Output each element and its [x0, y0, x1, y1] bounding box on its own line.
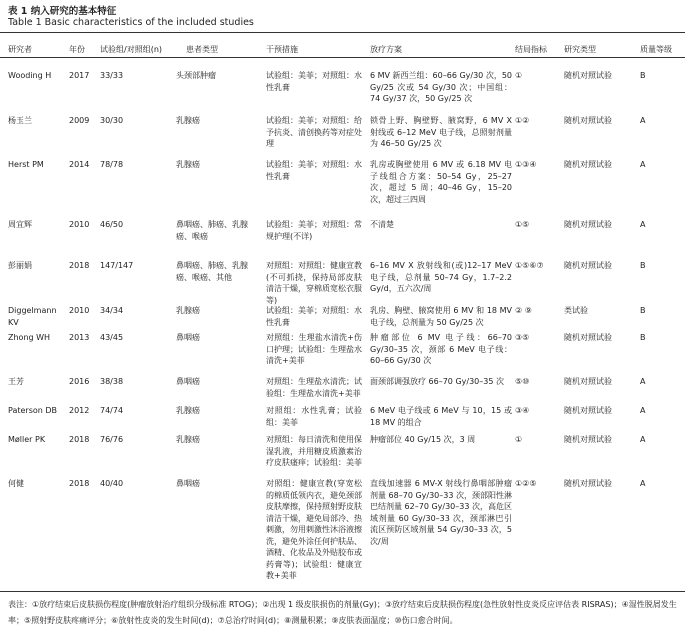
cell-type: 随机对照试验	[564, 406, 612, 415]
cell-grade: A	[640, 406, 646, 415]
header-n: 试验组/对照组(n)	[100, 45, 163, 54]
cell-author: 王芳	[8, 377, 24, 386]
header-outcome: 结局指标	[515, 45, 547, 54]
cell-patient: 鼻咽癌	[176, 333, 200, 342]
cell-intervention: 对照组：每日清洗和使用保湿乳液，并用糖皮质激素治疗皮肤瘙痒；试验组：美菲	[266, 435, 362, 467]
cell-grade: B	[640, 71, 646, 80]
bottom-rule	[0, 591, 685, 592]
cell-type: 随机对照试验	[564, 220, 612, 229]
cell-grade: A	[640, 160, 646, 169]
cell-regimen: 肿瘤部位 6 MV 电子线：66–70 Gy/30–35 次，颈部 6 MeV 电子线：60–66 Gy/30 次	[370, 333, 512, 365]
cell-year: 2014	[69, 160, 90, 169]
header-year: 年份	[69, 45, 85, 54]
cell-intervention: 对照组：健康宣教(穿宽松的棉质低领内衣，避免颈部皮肤摩擦，保持照射野皮肤清洁干燥，避免局部冷、热刺激，勿用刺激性沐浴液擦洗，避免外涂任何护肤品、酒精、化妆品及外贴胶布或药膏等)；试验组：健康宣教+美菲	[266, 479, 362, 580]
cell-n: 34/34	[100, 306, 124, 315]
cell-outcome: ①②⑤	[515, 479, 537, 488]
cell-intervention: 试验组：美菲；对照组：常规护理(不详)	[266, 220, 362, 241]
cell-patient: 乳腺癌	[176, 306, 200, 315]
cell-n: 78/78	[100, 160, 124, 169]
cell-author: Zhong WH	[8, 333, 51, 342]
cell-n: 46/50	[100, 220, 124, 229]
cell-outcome: ①⑤	[515, 220, 530, 229]
cell-outcome: ①③④	[515, 160, 537, 169]
cell-outcome: ⑤⑩	[515, 377, 530, 386]
table-notes: 表注：①放疗结束后皮肤损伤程度(肿瘤放射治疗组织分级标准 RTOG)；②出现 1 级皮肤损伤的剂量(Gy)；③放疗结束后皮肤损伤程度(急性放射性皮炎反应评估表 RISRAS)；④湿性脱屑发生率；⑤照射野皮肤疼痛评分；⑥放射性皮炎的发生时间(d)；⑦总治疗时间(d)；⑧测量积累；⑨皮肤表面温度；⑩伤口愈合时间。	[8, 600, 677, 625]
cell-year: 2018	[69, 261, 90, 270]
cell-type: 随机对照试验	[564, 479, 612, 488]
cell-year: 2013	[69, 333, 90, 342]
cell-outcome: ①	[515, 435, 523, 444]
cell-year: 2018	[69, 479, 90, 488]
cell-intervention: 试验组：美菲；对照组：水性乳膏	[266, 71, 362, 92]
cell-outcome: ② ⑨	[515, 306, 532, 315]
cell-author: 杨玉兰	[8, 116, 32, 125]
cell-n: 74/74	[100, 406, 124, 415]
cell-type: 随机对照试验	[564, 261, 612, 270]
cell-year: 2016	[69, 377, 90, 386]
cell-grade: B	[640, 333, 646, 342]
cell-author: Herst PM	[8, 160, 44, 169]
cell-n: 43/45	[100, 333, 124, 342]
cell-patient: 鼻咽癌	[176, 377, 200, 386]
cell-regimen: 直线加速器 6 MV-X 射线行鼻咽部肿瘤剂量 68–70 Gy/30–33 次，颈部阳性淋巴结剂量 62–70 Gy/30–33 次，高危区域剂量 60 Gy/30–33 次，颈部淋巴引流区预防区域剂量 54 Gy/30–33 次，5 次/周	[370, 479, 512, 546]
cell-patient: 乳腺癌	[176, 406, 200, 415]
cell-n: 76/76	[100, 435, 124, 444]
cell-intervention: 试验组：美菲；对照组：给予抗炎、清创换药等对症处理	[266, 116, 362, 148]
table-title-en: Table 1 Basic characteristics of the included studies	[8, 17, 254, 28]
cell-intervention: 试验组：美菲；对照组：水性乳膏	[266, 160, 362, 181]
cell-outcome: ①②	[515, 116, 530, 125]
cell-author: 周宜辉	[8, 220, 32, 229]
cell-type: 随机对照试验	[564, 116, 612, 125]
cell-grade: A	[640, 435, 646, 444]
cell-grade: A	[640, 479, 646, 488]
cell-regimen: 乳房、胸壁、腋窝使用 6 MV 和 18 MV 电子线，总剂量为 50 Gy/25 次	[370, 306, 512, 327]
cell-author: Paterson DB	[8, 406, 58, 415]
header-type: 研究类型	[564, 45, 596, 54]
cell-intervention: 对照组：对照组：健康宣教(不可抓挠，保持局部皮肤清洁干燥，穿棉质宽松衣服等)	[266, 261, 362, 305]
cell-patient: 鼻咽癌	[176, 479, 200, 488]
cell-intervention: 对照组：生理盐水清洗+伤口护理；试验组：生理盐水清洗+美菲	[266, 333, 362, 365]
cell-author: 何健	[8, 479, 24, 488]
cell-n: 40/40	[100, 479, 124, 488]
cell-type: 随机对照试验	[564, 333, 612, 342]
cell-n: 147/147	[100, 261, 134, 270]
cell-patient: 乳腺癌	[176, 435, 200, 444]
top-rule	[0, 32, 685, 33]
cell-author: Diggelmann KV	[8, 306, 57, 327]
cell-patient: 乳腺癌	[176, 116, 200, 125]
cell-intervention: 对照组：生理盐水清洗；试验组：生理盐水清洗+美菲	[266, 377, 362, 398]
cell-regimen: 乳房或胸壁使用 6 MV 或 6.18 MV 电子线组合方案：50–54 Gy，25–27 次，超过 5 周；40–46 Gy，15–20 次，超过三四周	[370, 160, 512, 204]
cell-patient: 乳腺癌	[176, 160, 200, 169]
cell-type: 随机对照试验	[564, 71, 612, 80]
cell-regimen: 锁骨上野、胸壁野、腋窝野，6 MV X 射线或 6–12 MeV 电子线，总照射剂量为 46–50 Gy/25 次	[370, 116, 512, 148]
cell-intervention: 试验组：美菲；对照组：水性乳膏	[266, 306, 362, 327]
cell-grade: A	[640, 377, 646, 386]
header-rule	[0, 57, 685, 58]
cell-regimen: 肿瘤部位 40 Gy/15 次，3 周	[370, 435, 476, 444]
cell-patient: 鼻咽癌、肺癌、乳腺癌、喉癌	[176, 220, 248, 241]
cell-year: 2010	[69, 306, 90, 315]
header-regimen: 放疗方案	[370, 45, 402, 54]
cell-year: 2009	[69, 116, 90, 125]
header-author: 研究者	[8, 45, 32, 54]
cell-year: 2012	[69, 406, 90, 415]
cell-grade: A	[640, 116, 646, 125]
cell-patient: 鼻咽癌、肺癌、乳腺癌、喉癌、其他	[176, 261, 248, 282]
cell-n: 33/33	[100, 71, 124, 80]
cell-n: 30/30	[100, 116, 124, 125]
cell-type: 随机对照试验	[564, 377, 612, 386]
cell-author: 彭丽娟	[8, 261, 32, 270]
cell-type: 类试验	[564, 306, 588, 315]
header-grade: 质量等级	[640, 45, 672, 54]
cell-type: 随机对照试验	[564, 160, 612, 169]
cell-regimen: 6 MeV 电子线或 6 MeV 与 10，15 或 18 MV 的组合	[370, 406, 512, 427]
table-title-cn: 表 1 纳入研究的基本特征	[8, 6, 117, 17]
cell-outcome: ③⑤	[515, 333, 530, 342]
cell-author: Møller PK	[8, 435, 46, 444]
cell-regimen: 6 MV 新西兰组：60–66 Gy/30 次，50 Gy/25 次或 54 Gy/30 次；中国组：74 Gy/37 次，50 Gy/25 次	[370, 71, 512, 103]
cell-year: 2010	[69, 220, 90, 229]
header-intervention: 干预措施	[266, 45, 298, 54]
cell-regimen: 6–16 MV X 放射线和(或)12–17 MeV 电子线，总剂量 50–74 Gy，1.7–2.2 Gy/d，五六次/周	[370, 261, 512, 293]
cell-outcome: ①⑤⑥⑦	[515, 261, 544, 270]
cell-regimen: 不清楚	[370, 220, 394, 229]
cell-year: 2017	[69, 71, 90, 80]
cell-n: 38/38	[100, 377, 124, 386]
cell-year: 2018	[69, 435, 90, 444]
cell-author: Wooding H	[8, 71, 52, 80]
cell-regimen: 面颈部调强放疗 66–70 Gy/30–35 次	[370, 377, 504, 386]
header-patient: 患者类型	[186, 45, 218, 54]
cell-grade: A	[640, 220, 646, 229]
cell-patient: 头颈部肿瘤	[176, 71, 216, 80]
cell-grade: B	[640, 261, 646, 270]
cell-outcome: ③④	[515, 406, 530, 415]
cell-outcome: ①	[515, 71, 523, 80]
cell-type: 随机对照试验	[564, 435, 612, 444]
cell-grade: B	[640, 306, 646, 315]
cell-intervention: 对照组：水性乳膏；试验组：美菲	[266, 406, 362, 427]
